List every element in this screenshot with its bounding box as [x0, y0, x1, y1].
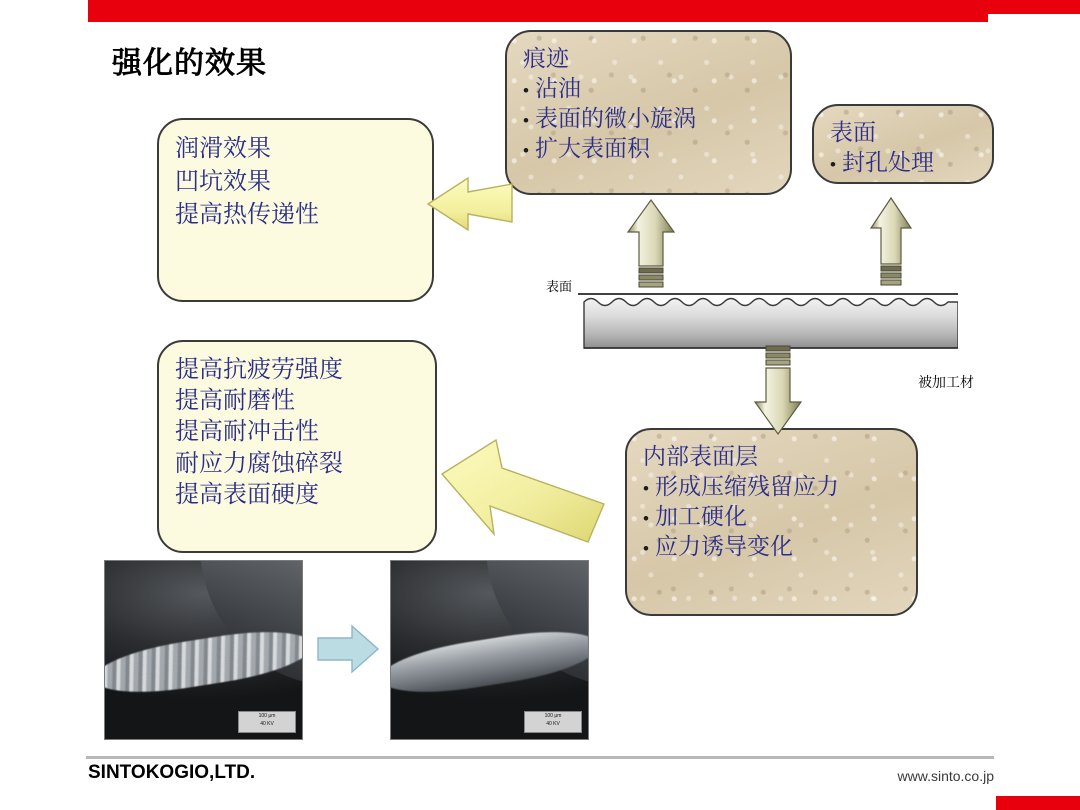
lubrication-line-3: 提高热传递性: [175, 201, 319, 229]
lubrication-line-2: 凹坑效果: [175, 168, 271, 196]
arrow-up-to-traces-icon: [625, 198, 677, 290]
lubrication-line-1: 润滑效果: [175, 135, 271, 162]
inner-item-1: [643, 472, 900, 502]
strength-line-1: 提高抗疲劳强度: [175, 356, 343, 383]
arrow-down-to-inner-layer-icon: [752, 344, 804, 436]
strength-line-5: 提高表面硬度: [175, 480, 319, 508]
surface-label: 表面: [546, 279, 573, 294]
photo-after-bead: [390, 622, 589, 702]
bullet-icon: •: [643, 478, 649, 498]
arrow-inner-layer-to-strength-icon: [436, 430, 610, 550]
inner-item-2-label: 加工硬化: [654, 502, 747, 529]
bullet-icon: •: [643, 538, 649, 558]
traces-item-2: [523, 104, 774, 134]
arrow-traces-to-lubrication-icon: [424, 170, 516, 238]
strength-effects-box: [157, 340, 437, 553]
bullet-icon: •: [830, 154, 836, 174]
footer-company: SINTOKOGIO,LTD.: [88, 762, 256, 783]
page-title: 强化的效果: [112, 47, 267, 80]
traces-item-3: [523, 134, 774, 164]
photo-before: [104, 560, 303, 740]
inner-surface-layer-box: [625, 428, 918, 616]
footer-divider: [86, 756, 994, 759]
workpiece-cross-section: [528, 286, 958, 366]
traces-item-3-label: 扩大表面积: [534, 134, 650, 161]
photo-before-bead: [104, 622, 303, 702]
arrow-before-after-icon: [316, 622, 380, 676]
surface-box: [812, 104, 994, 184]
traces-heading: 痕迹: [523, 45, 569, 71]
footer-url: www.sinto.co.jp: [897, 768, 994, 784]
top-bar-red-band: [88, 0, 988, 22]
traces-item-1-label: 沾油: [534, 74, 581, 101]
strength-line-4: 耐应力腐蚀碎裂: [175, 449, 343, 477]
photo-after-scale-bar: 100 μm 40 KV: [524, 711, 582, 733]
traces-box: [505, 30, 792, 195]
footer-red-corner: [996, 796, 1080, 810]
arrow-up-to-surface-icon: [868, 196, 914, 288]
traces-item-2-label: 表面的微小旋涡: [534, 104, 696, 131]
bullet-icon: •: [523, 80, 529, 100]
traces-item-1: [523, 74, 774, 104]
inner-item-2: [643, 502, 900, 532]
strength-line-2: 提高耐磨性: [175, 387, 295, 415]
surface-heading: 表面: [830, 119, 876, 145]
photo-after: [390, 560, 589, 740]
top-bar-red-corner: [988, 0, 1080, 14]
surface-item-1-label: 封孔处理: [841, 148, 934, 175]
surface-item-1: [830, 148, 976, 178]
inner-item-3-label: 应力诱导变化: [654, 532, 793, 559]
bullet-icon: •: [523, 110, 529, 130]
bullet-icon: •: [643, 508, 649, 528]
photo-before-scale-bar: 100 μm 40 KV: [238, 711, 296, 733]
strength-line-3: 提高耐冲击性: [175, 418, 319, 446]
bullet-icon: •: [523, 140, 529, 160]
inner-item-3: [643, 532, 900, 562]
lubrication-effects-box: [157, 118, 434, 302]
inner-item-1-label: 形成压缩残留应力: [654, 472, 839, 499]
inner-heading: 内部表面层: [643, 443, 758, 469]
workpiece-label: 被加工材: [918, 374, 974, 390]
top-bar: [0, 0, 1080, 22]
